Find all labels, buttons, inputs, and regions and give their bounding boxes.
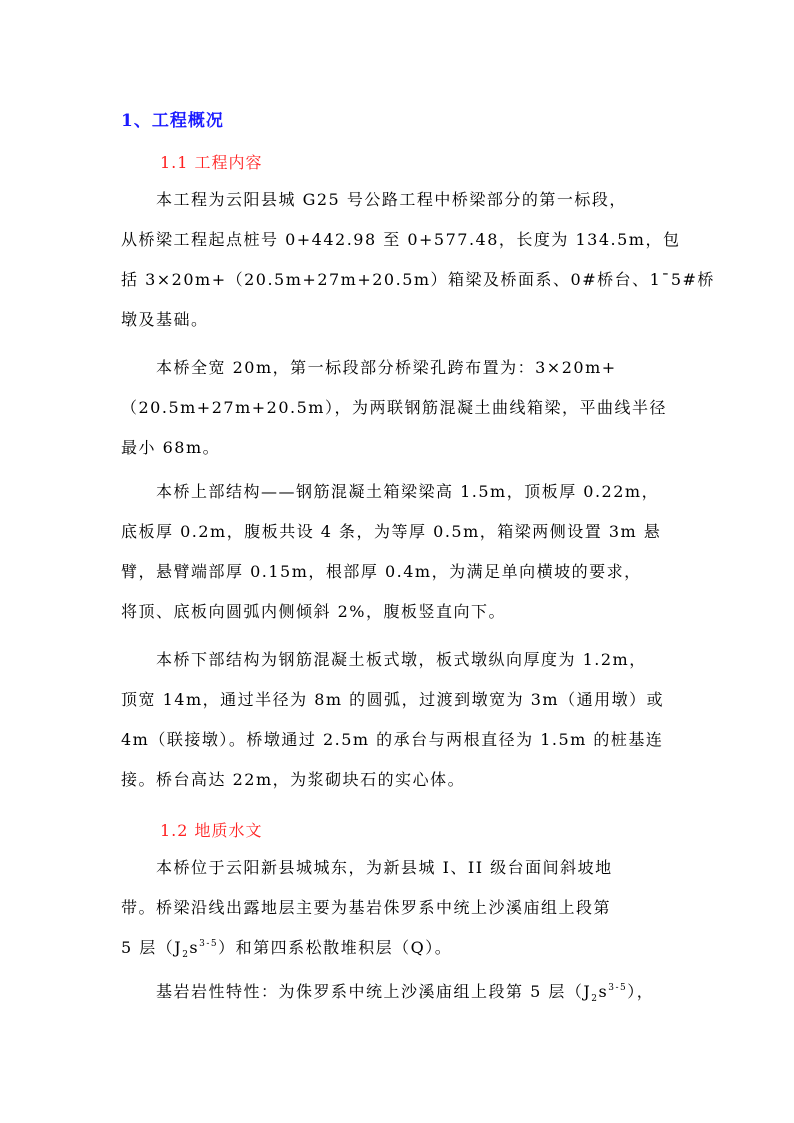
text-line: 括 3×20m+（20.5m+27m+20.5m）箱梁及桥面系、0#桥台、1¯5#桥 [121, 270, 715, 289]
text-line: 臂，悬臂端部厚 0.15m，根部厚 0.4m，为满足单向横坡的要求， [121, 562, 642, 581]
paragraph-1-1-4 [121, 640, 679, 800]
text-line: 本桥下部结构为钢筋混凝土板式墩，板式墩纵向厚度为 1.2m， [121, 650, 647, 669]
superscript: 3-5 [608, 983, 628, 993]
text-fragment: ）和第四系松散堆积层（Q）。 [218, 938, 453, 957]
text-line: 从桥梁工程起点桩号 0+442.98 至 0+577.48，长度为 134.5m，包 [121, 230, 681, 249]
text-line: 带。桥梁沿线出露地层主要为基岩侏罗系中统上沙溪庙组上段第 [121, 898, 612, 917]
paragraph-1-1-1 [121, 180, 715, 340]
text-line: 接。桥台高达 22m，为浆砌块石的实心体。 [121, 770, 466, 789]
section-heading: 1、工程概况 [121, 111, 224, 131]
text-line: 本桥上部结构——钢筋混凝土箱梁梁高 1.5m，顶板厚 0.22m， [121, 482, 660, 501]
paragraph-1-1-2 [121, 348, 679, 468]
subsection-title-1-2: 1.2 地质水文 [160, 821, 263, 840]
subscript: 2 [591, 994, 599, 1004]
text-line: 4m（联接墩）。桥墩通过 2.5m 的承台与两根直径为 1.5m 的桩基连 [121, 730, 664, 749]
text-line: 底板厚 0.2m，腹板共设 4 条，为等厚 0.5m，箱梁两侧设置 3m 悬 [121, 522, 662, 541]
text-fragment: ）， [627, 982, 655, 1001]
text-line: （20.5m+27m+20.5m），为两联钢筋混凝土曲线箱梁，平曲线半径 [121, 398, 667, 417]
text-line: 将顶、底板向圆弧内侧倾斜 2%，腹板竖直向下。 [121, 602, 506, 621]
text-line: 本桥位于云阳新县城城东，为新县城 I、II 级台面间斜坡地 [121, 858, 613, 877]
paragraph-1-2-2 [121, 972, 679, 1012]
text-line: 本桥全宽 20m，第一标段部分桥梁孔跨布置为：3×20m+ [121, 358, 617, 377]
text-fragment: s [598, 982, 609, 1001]
text-line-formula [121, 972, 679, 1012]
text-line-formula [121, 928, 679, 968]
subscript: 2 [182, 950, 190, 960]
text-line: 顶宽 14m，通过半径为 8m 的圆弧，过渡到墩宽为 3m（通用墩）或 [121, 690, 665, 709]
text-fragment: s [189, 938, 200, 957]
text-line: 最小 68m。 [121, 438, 221, 457]
paragraph-1-1-3 [121, 472, 679, 632]
paragraph-1-2-1 [121, 848, 679, 968]
text-line: 本工程为云阳县城 G25 号公路工程中桥梁部分的第一标段， [121, 190, 627, 209]
text-fragment: 5 层（J [121, 938, 183, 957]
superscript: 3-5 [199, 939, 219, 949]
text-fragment: 基岩岩性特性：为侏罗系中统上沙溪庙组上段第 5 层（J [121, 982, 592, 1001]
text-line: 墩及基础。 [121, 310, 209, 329]
subsection-title-1-1: 1.1 工程内容 [160, 153, 263, 172]
